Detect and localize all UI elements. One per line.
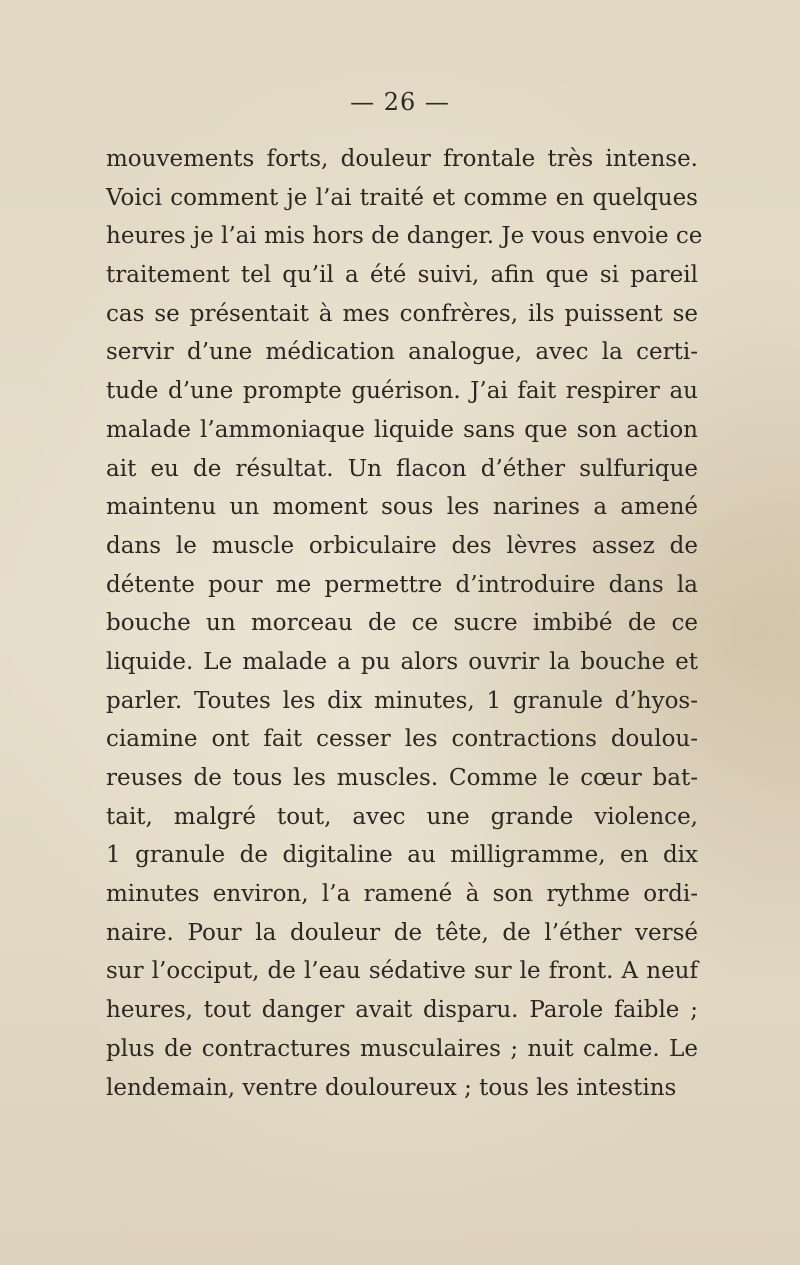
text-line: détente pour me permettre d’introduire dans la bbox=[106, 571, 698, 598]
text-line: dans le muscle orbiculaire des lèvres assez de bbox=[106, 532, 698, 559]
text-line: mouvements forts, douleur frontale très intense. bbox=[106, 146, 698, 172]
text-line: traitement tel qu’il a été suivi, afin que si pareil bbox=[106, 262, 698, 289]
text-line: cas se présentait à mes confrères, ils puissent se bbox=[106, 300, 698, 327]
text-line: naire. Pour la douleur de tête, de l’éther versé bbox=[106, 919, 698, 946]
body-text bbox=[106, 140, 703, 1107]
text-line: bouche un morceau de ce sucre imbibé de ce bbox=[106, 610, 698, 637]
text-line: lendemain, ventre douloureux ; tous les intestins bbox=[106, 1074, 677, 1101]
text-line: tude d’une prompte guérison. J’ai fait respirer au bbox=[106, 378, 698, 405]
text-line: 1 granule de digitaline au milligramme, en dix bbox=[106, 842, 698, 869]
text-line: liquide. Le malade a pu alors ouvrir la bouche et bbox=[106, 648, 698, 675]
text-line: parler. Toutes les dix minutes, 1 granule d’hyos- bbox=[106, 687, 698, 714]
text-line: Voici comment je l’ai traité et comme en quelques bbox=[106, 184, 698, 211]
text-line: ait eu de résultat. Un flacon d’éther sulfurique bbox=[106, 455, 698, 482]
text-line: reuses de tous les muscles. Comme le cœur bat- bbox=[106, 765, 698, 791]
text-line: plus de contractures musculaires ; nuit calme. Le bbox=[106, 1035, 698, 1062]
text-line: malade l’ammoniaque liquide sans que son action bbox=[106, 416, 698, 443]
text-line: heures je l’ai mis hors de danger. Je vous envoie ce bbox=[106, 223, 703, 250]
text-line: maintenu un moment sous les narines a amené bbox=[106, 494, 698, 521]
text-line: ciamine ont fait cesser les contractions doulou- bbox=[106, 726, 698, 753]
text-line: sur l’occiput, de l’eau sédative sur le front. A neuf bbox=[106, 958, 698, 985]
text-line: minutes environ, l’a ramené à son rythme ordi- bbox=[106, 881, 698, 908]
text-line: heures, tout danger avait disparu. Parole faible ; bbox=[106, 997, 698, 1024]
page-number: — 26 — bbox=[350, 88, 450, 116]
text-line: tait, malgré tout, avec une grande violence, bbox=[106, 803, 698, 830]
text-line: servir d’une médication analogue, avec la certi- bbox=[106, 339, 698, 366]
